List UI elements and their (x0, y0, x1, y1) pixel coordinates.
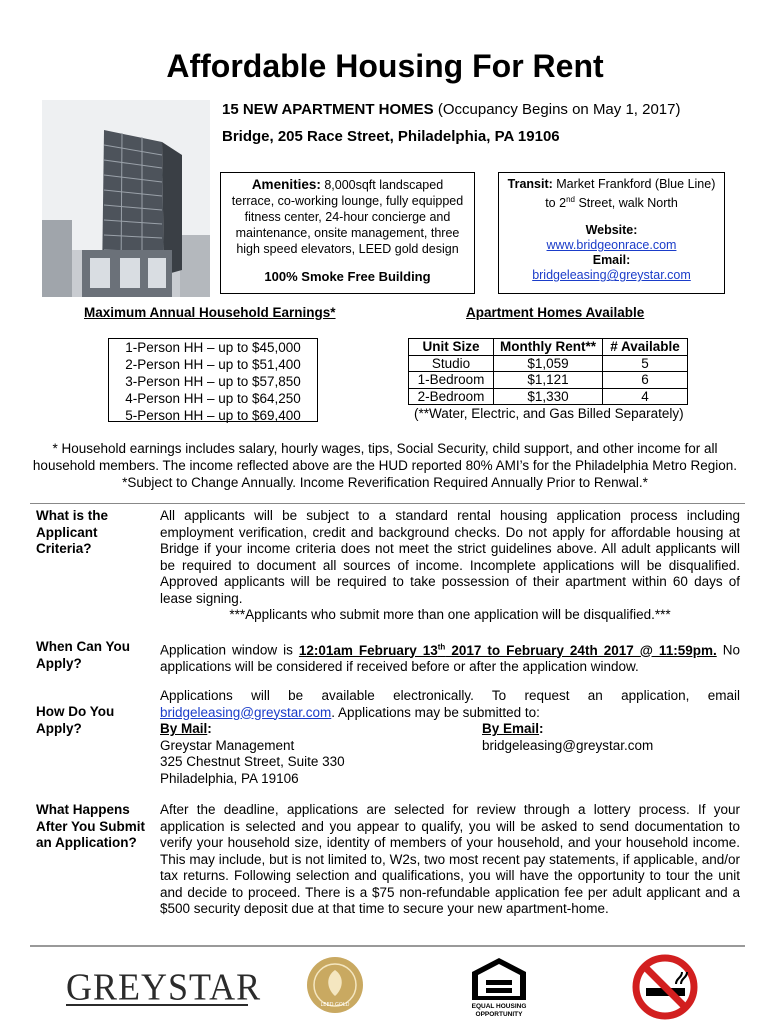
rent-cell: $1,330 (494, 388, 603, 405)
eho-line2: OPPORTUNITY (475, 1011, 523, 1018)
unit-size-cell: Studio (409, 355, 494, 372)
amenities-box (220, 172, 475, 294)
table-row (409, 388, 688, 405)
how-line2-text: . Applications may be submitted to: (331, 704, 540, 720)
website-link[interactable]: www.bridgeonrace.com (546, 238, 677, 253)
amenities-text: 8,000sqft landscaped terrace, co-working lounge, fully equipped fitness center, 24-hour concierge and maintenance, onsite management, three high speed elevators, LEED gold design (231, 178, 464, 256)
available-cell: 5 (603, 355, 688, 372)
window-sup: th (437, 642, 446, 651)
apartment-count-line (222, 101, 680, 118)
by-email-block: By Email: bridgeleasing@greystar.com (482, 721, 654, 753)
available-cell: 6 (603, 372, 688, 389)
email-link[interactable]: bridgeleasing@greystar.com (532, 268, 691, 283)
page-title: Affordable Housing For Rent (166, 48, 604, 84)
mail-line: 325 Chestnut Street, Suite 330 (160, 754, 345, 769)
window-end: 2017 to February 24th 2017 @ 11:59pm. (445, 642, 717, 658)
by-mail-block: By Mail: Greystar Management 325 Chestnut Street, Suite 330 Philadelphia, PA 19106 (160, 721, 345, 786)
transit-sup: nd (566, 195, 575, 204)
transit-text (505, 177, 718, 211)
application-window (299, 643, 717, 658)
criteria-answer (160, 508, 740, 624)
when-answer (160, 639, 740, 676)
how-email-link[interactable]: bridgeleasing@greystar.com (160, 704, 332, 720)
unit-size-cell: 2-Bedroom (409, 388, 494, 405)
transit-text-a: Market Frankford (Blue Line) to 2 (545, 177, 716, 211)
equal-housing-icon (468, 956, 530, 1018)
after-answer: After the deadline, applications are selected for review through a lottery process. If your application is selected and you appear to qualify, you will be asked to send documentation to verify your household size, identity of members of your household, and your household income. This may include, but is not limited to, W2s, two most recent pay statements, if applicable, and/or tax returns. Following selection and qualifications, you will have the opportunity to tour the unit and decide to proceed. There is a $75 non-refundable application fee per adult applicant and a $500 security deposit due at that time to secure your new apartment-home. (160, 802, 740, 916)
income-row: 1-Person HH – up to $45,000 (125, 340, 301, 355)
income-row: 5-Person HH – up to $69,400 (125, 408, 301, 423)
how-line1: Applications will be available electronically. To request an application, email (160, 688, 740, 703)
smoke-free-label: 100% Smoke Free Building (264, 269, 431, 284)
amenities-label: Amenities: (251, 177, 321, 192)
greystar-logo: GREYSTAR (66, 966, 262, 1008)
income-row: 3-Person HH – up to $57,850 (125, 374, 301, 389)
income-table (108, 338, 318, 422)
how-answer (160, 688, 740, 787)
col-header-available: # Available (603, 339, 688, 356)
criteria-text: All applicants will be subject to a standard rental housing application process including employment verification, credit and background checks. Do not apply for affordable housing at Bridge if your income criteria does not meet the strict guidelines above. All adult applicants will be required to document all sources of income. Incomplete applications will be disqualified. Approved applicants will be required to take possession of their apartment within 60 days of lease signing. (160, 508, 740, 606)
eho-line1: EQUAL HOUSING (471, 1003, 527, 1010)
by-email-label: By Email (482, 721, 540, 736)
criteria-warning: ***Applicants who submit more than one application will be disqualified.*** (229, 607, 671, 622)
window-start: 12:01am February 13 (298, 642, 438, 658)
transit-text-b: Street, walk North (574, 196, 678, 211)
units-header-row (409, 339, 688, 356)
col-header-unit-size: Unit Size (409, 339, 494, 356)
how-question: How Do You Apply? (36, 704, 115, 736)
units-heading: Apartment Homes Available (466, 305, 645, 320)
table-row (409, 355, 688, 372)
apartment-count: 15 NEW APARTMENT HOMES (222, 101, 434, 118)
divider (30, 503, 745, 504)
income-heading: Maximum Annual Household Earnings* (84, 305, 336, 320)
how-line2 (160, 705, 740, 722)
table-row (409, 372, 688, 389)
criteria-question: What is the Applicant Criteria? (36, 508, 109, 556)
when-question: When Can You Apply? (36, 639, 130, 671)
no-smoking-icon (632, 954, 698, 1020)
submit-email: bridgeleasing@greystar.com (482, 737, 654, 753)
income-footnote: * Household earnings includes salary, hourly wages, tips, Social Security, child support, and other income for all household members. The income reflected above are the HUD reported 80% AMI’s for the Philadelphia Metro Region. *Subject to Change Annually. Income Reverification Required Annually Prior to Renwal.* (32, 441, 738, 490)
website-label: Website: (585, 223, 638, 238)
by-mail-label: By Mail (160, 721, 208, 736)
when-rest: No applications will be considered if received before or after the application window. (160, 642, 740, 674)
after-question: What Happens After You Submit an Application? (36, 802, 146, 850)
building-photo (42, 100, 210, 297)
income-row: 4-Person HH – up to $64,250 (125, 391, 301, 406)
property-address: Bridge, 205 Race Street, Philadelphia, PA 19106 (222, 128, 560, 145)
submission-methods (160, 721, 740, 787)
rent-cell: $1,121 (494, 372, 603, 389)
mail-line: Greystar Management (160, 737, 295, 753)
col-header-rent: Monthly Rent** (494, 339, 603, 356)
leed-gold-icon (306, 956, 364, 1014)
transit-label: Transit: (507, 177, 553, 191)
unit-size-cell: 1-Bedroom (409, 372, 494, 389)
mail-line: Philadelphia, PA 19106 (160, 770, 299, 786)
units-table (408, 338, 688, 405)
greystar-underline (66, 1004, 248, 1006)
transit-box (498, 172, 725, 294)
income-row: 2-Person HH – up to $51,400 (125, 357, 301, 372)
leed-text: LEED GOLD (320, 1002, 350, 1008)
email-label: Email: (592, 253, 631, 268)
when-lead: Application window is (160, 642, 299, 658)
utilities-note: (**Water, Electric, and Gas Billed Separately) (414, 406, 684, 421)
occupancy-date: (Occupancy Begins on May 1, 2017) (433, 101, 681, 118)
footer-divider (30, 945, 745, 947)
available-cell: 4 (603, 388, 688, 405)
rent-cell: $1,059 (494, 355, 603, 372)
